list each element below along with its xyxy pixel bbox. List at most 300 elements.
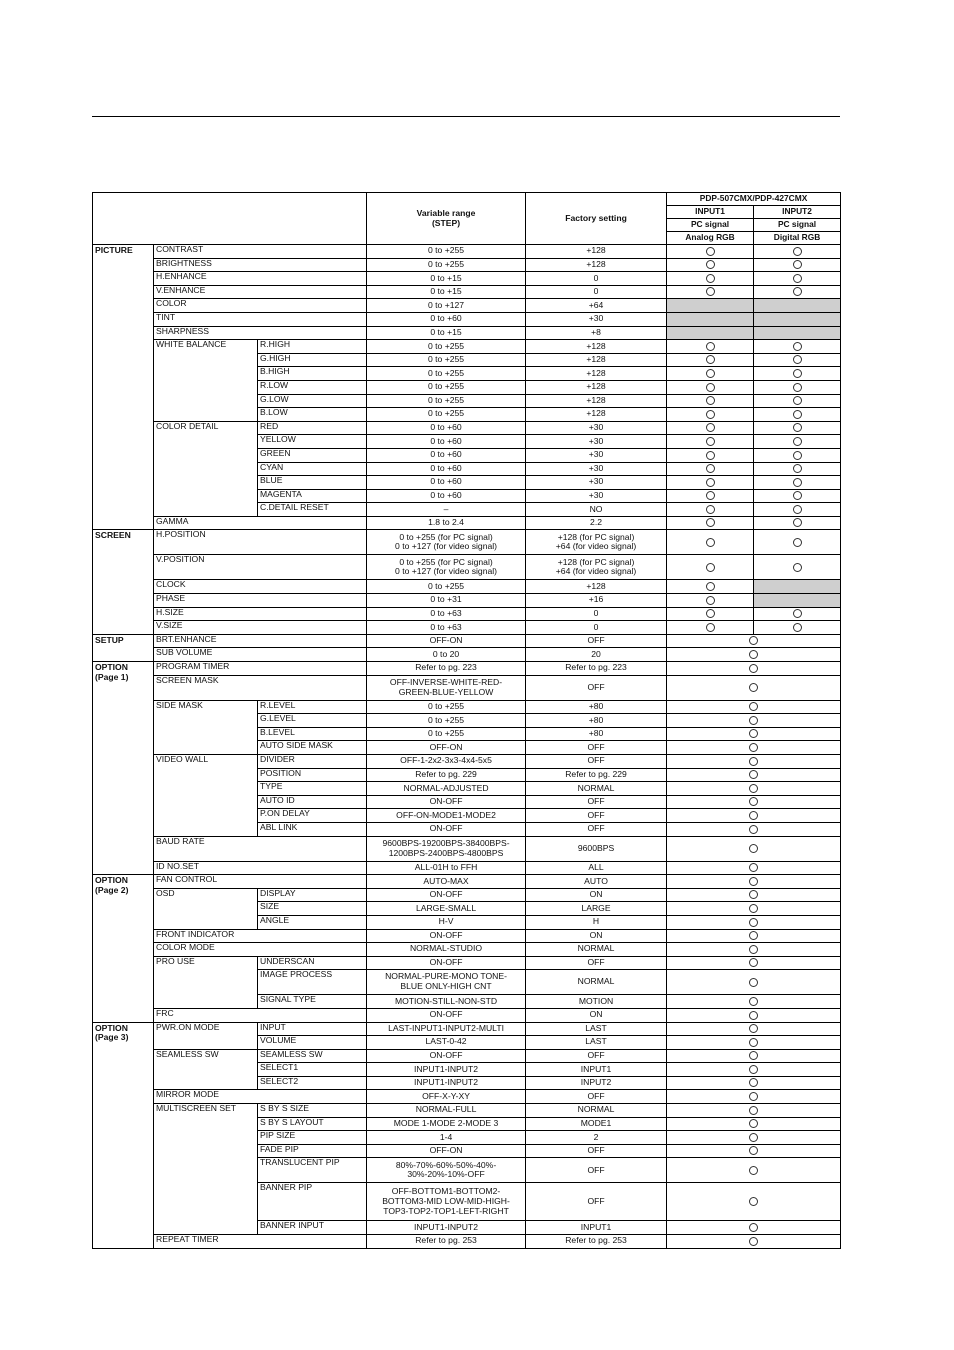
circle-mark-icon	[793, 274, 802, 283]
header-digital-rgb: Digital RGB	[754, 232, 841, 245]
circle-mark-icon	[749, 743, 758, 752]
factory-setting: OFF	[526, 755, 667, 769]
header-model: PDP-507CMX/PDP-427CMX	[667, 193, 841, 206]
input2-cell	[754, 367, 841, 381]
factory-setting: +128	[526, 380, 667, 394]
factory-setting: MOTION	[526, 995, 667, 1009]
setting-item: G.HIGH	[258, 353, 367, 367]
availability-cell	[667, 836, 841, 861]
variable-range: INPUT1-INPUT2	[367, 1063, 526, 1077]
variable-range: MOTION-STILL-NON-STD	[367, 995, 526, 1009]
setting-name: SUB VOLUME	[154, 648, 367, 662]
circle-mark-icon	[793, 437, 802, 446]
setting-name: TINT	[154, 312, 367, 326]
circle-mark-icon	[749, 1119, 758, 1128]
availability-cell	[667, 1117, 841, 1131]
table-row	[93, 340, 841, 354]
variable-range: ON-OFF	[367, 1049, 526, 1063]
circle-mark-icon	[706, 596, 715, 605]
circle-mark-icon	[749, 844, 758, 853]
availability-cell	[667, 727, 841, 741]
variable-range: NORMAL-PURE-MONO TONE- BLUE ONLY-HIGH CNT	[367, 970, 526, 995]
variable-range: OFF-ON	[367, 1144, 526, 1158]
availability-cell	[667, 809, 841, 823]
factory-setting: +30	[526, 435, 667, 449]
variable-range: H-V	[367, 915, 526, 929]
setting-name: FRC	[154, 1008, 367, 1022]
input2-cell	[754, 530, 841, 555]
circle-mark-icon	[749, 918, 758, 927]
input2-cell	[754, 272, 841, 286]
variable-range: 0 to +255	[367, 408, 526, 422]
setting-name: BRIGHTNESS	[154, 258, 367, 272]
circle-mark-icon	[793, 355, 802, 364]
input2-cell	[754, 340, 841, 354]
variable-range: 0 to +255	[367, 380, 526, 394]
setting-name: CONTRAST	[154, 245, 367, 259]
table-row	[93, 1235, 841, 1249]
input1-cell	[667, 580, 754, 594]
circle-mark-icon	[749, 784, 758, 793]
circle-mark-icon	[749, 1078, 758, 1087]
top-rule	[92, 116, 840, 117]
availability-cell	[667, 956, 841, 970]
variable-range: 0 to +255	[367, 367, 526, 381]
circle-mark-icon	[749, 664, 758, 673]
circle-mark-icon	[706, 451, 715, 460]
variable-range: Refer to pg. 253	[367, 1235, 526, 1249]
setting-item: TRANSLUCENT PIP	[258, 1158, 367, 1183]
input2-cell	[754, 594, 841, 608]
input2-cell	[754, 285, 841, 299]
table-row	[93, 1090, 841, 1104]
setting-name: WHITE BALANCE	[154, 340, 258, 422]
variable-range: 0 to +255	[367, 714, 526, 728]
input2-cell	[754, 299, 841, 313]
circle-mark-icon	[706, 260, 715, 269]
circle-mark-icon	[749, 978, 758, 987]
input2-cell	[754, 312, 841, 326]
setting-item: P.ON DELAY	[258, 809, 367, 823]
setting-item: PIP SIZE	[258, 1131, 367, 1145]
variable-range: ON-OFF	[367, 956, 526, 970]
availability-cell	[667, 915, 841, 929]
variable-range: NORMAL-FULL	[367, 1104, 526, 1118]
input2-cell	[754, 476, 841, 490]
setting-item: G.LOW	[258, 394, 367, 408]
header-input2: INPUT2	[754, 206, 841, 219]
setting-item: VOLUME	[258, 1036, 367, 1050]
availability-cell	[667, 1158, 841, 1183]
table-row	[93, 594, 841, 608]
setting-item: RED	[258, 421, 367, 435]
input2-cell	[754, 462, 841, 476]
setting-name: V.ENHANCE	[154, 285, 367, 299]
circle-mark-icon	[706, 623, 715, 632]
factory-setting: 20	[526, 648, 667, 662]
input1-cell	[667, 476, 754, 490]
circle-mark-icon	[706, 563, 715, 572]
variable-range: OFF-ON	[367, 634, 526, 648]
setting-name: ID NO.SET	[154, 861, 367, 875]
factory-setting: 0	[526, 285, 667, 299]
availability-cell	[667, 700, 841, 714]
header-input1: INPUT1	[667, 206, 754, 219]
factory-setting: +128	[526, 340, 667, 354]
circle-mark-icon	[706, 437, 715, 446]
setting-name: PWR.ON MODE	[154, 1022, 258, 1049]
input2-cell	[754, 607, 841, 621]
table-body	[93, 245, 841, 1249]
circle-mark-icon	[706, 396, 715, 405]
setting-item: UNDERSCAN	[258, 956, 367, 970]
circle-mark-icon	[706, 491, 715, 500]
variable-range: –	[367, 503, 526, 517]
variable-range: INPUT1-INPUT2	[367, 1076, 526, 1090]
factory-setting: +128	[526, 258, 667, 272]
circle-mark-icon	[706, 538, 715, 547]
factory-setting: +128	[526, 580, 667, 594]
variable-range: 0 to +255 (for PC signal) 0 to +127 (for video signal)	[367, 555, 526, 580]
circle-mark-icon	[749, 650, 758, 659]
setting-item: SEAMLESS SW	[258, 1049, 367, 1063]
input2-cell	[754, 245, 841, 259]
variable-range: 0 to +255	[367, 727, 526, 741]
circle-mark-icon	[749, 729, 758, 738]
circle-mark-icon	[706, 518, 715, 527]
factory-setting: +128	[526, 367, 667, 381]
setting-name: VIDEO WALL	[154, 755, 258, 837]
factory-setting: INPUT2	[526, 1076, 667, 1090]
variable-range: 0 to +255	[367, 353, 526, 367]
table-row	[93, 888, 841, 902]
circle-mark-icon	[706, 369, 715, 378]
table-row	[93, 312, 841, 326]
variable-range: 0 to +255	[367, 340, 526, 354]
input1-cell	[667, 448, 754, 462]
factory-setting: +64	[526, 299, 667, 313]
setting-name: SIDE MASK	[154, 700, 258, 754]
factory-setting: +80	[526, 727, 667, 741]
circle-mark-icon	[793, 609, 802, 618]
availability-cell	[667, 1183, 841, 1221]
availability-cell	[667, 995, 841, 1009]
input2-cell	[754, 353, 841, 367]
variable-range: MODE 1-MODE 2-MODE 3	[367, 1117, 526, 1131]
setting-item: R.HIGH	[258, 340, 367, 354]
table-row	[93, 530, 841, 555]
variable-range: OFF-INVERSE-WHITE-RED- GREEN-BLUE-YELLOW	[367, 675, 526, 700]
circle-mark-icon	[706, 274, 715, 283]
circle-mark-icon	[706, 609, 715, 618]
factory-setting: OFF	[526, 1049, 667, 1063]
circle-mark-icon	[793, 247, 802, 256]
table-row	[93, 580, 841, 594]
factory-setting: Refer to pg. 229	[526, 768, 667, 782]
input1-cell	[667, 621, 754, 635]
setting-name: REPEAT TIMER	[154, 1235, 367, 1249]
table-row	[93, 700, 841, 714]
group-label: OPTION (Page 3)	[93, 1022, 154, 1248]
input2-cell	[754, 516, 841, 530]
group-label: SETUP	[93, 634, 154, 661]
input1-cell	[667, 607, 754, 621]
header-factory-setting: Factory setting	[526, 193, 667, 245]
variable-range: 0 to +127	[367, 299, 526, 313]
circle-mark-icon	[793, 478, 802, 487]
input1-cell	[667, 555, 754, 580]
setting-item: DIVIDER	[258, 755, 367, 769]
factory-setting: OFF	[526, 822, 667, 836]
table-row	[93, 258, 841, 272]
factory-setting: OFF	[526, 809, 667, 823]
table-row	[93, 272, 841, 286]
input1-cell	[667, 462, 754, 476]
circle-mark-icon	[749, 1197, 758, 1206]
table-row	[93, 956, 841, 970]
availability-cell	[667, 1090, 841, 1104]
circle-mark-icon	[706, 410, 715, 419]
circle-mark-icon	[749, 716, 758, 725]
variable-range: ON-OFF	[367, 888, 526, 902]
factory-setting: OFF	[526, 795, 667, 809]
setting-item: C.DETAIL RESET	[258, 503, 367, 517]
circle-mark-icon	[793, 451, 802, 460]
factory-setting: AUTO	[526, 875, 667, 889]
circle-mark-icon	[706, 505, 715, 514]
circle-mark-icon	[749, 797, 758, 806]
table-row	[93, 836, 841, 861]
setting-name: COLOR	[154, 299, 367, 313]
factory-setting: 9600BPS	[526, 836, 667, 861]
circle-mark-icon	[749, 931, 758, 940]
input1-cell	[667, 421, 754, 435]
input2-cell	[754, 408, 841, 422]
input2-cell	[754, 258, 841, 272]
circle-mark-icon	[793, 383, 802, 392]
availability-cell	[667, 1022, 841, 1036]
variable-range: Refer to pg. 229	[367, 768, 526, 782]
setting-item: SIGNAL TYPE	[258, 995, 367, 1009]
input1-cell	[667, 594, 754, 608]
setting-name: FRONT INDICATOR	[154, 929, 367, 943]
circle-mark-icon	[793, 287, 802, 296]
factory-setting: +30	[526, 312, 667, 326]
factory-setting: ON	[526, 1008, 667, 1022]
availability-cell	[667, 675, 841, 700]
header-blank	[93, 193, 367, 245]
circle-mark-icon	[793, 563, 802, 572]
setting-name: PHASE	[154, 594, 367, 608]
input1-cell	[667, 367, 754, 381]
variable-range: ALL-01H to FFH	[367, 861, 526, 875]
setting-item: BANNER PIP	[258, 1183, 367, 1221]
factory-setting: +80	[526, 700, 667, 714]
circle-mark-icon	[706, 478, 715, 487]
variable-range: 0 to +31	[367, 594, 526, 608]
variable-range: LAST-0-42	[367, 1036, 526, 1050]
circle-mark-icon	[706, 355, 715, 364]
variable-range: 0 to +63	[367, 621, 526, 635]
setting-item: B.LEVEL	[258, 727, 367, 741]
setting-item: ANGLE	[258, 915, 367, 929]
input1-cell	[667, 435, 754, 449]
factory-setting: +128	[526, 394, 667, 408]
setting-item: ABL LINK	[258, 822, 367, 836]
input1-cell	[667, 285, 754, 299]
setting-name: COLOR MODE	[154, 943, 367, 957]
variable-range: 0 to +60	[367, 476, 526, 490]
variable-range: 0 to +60	[367, 489, 526, 503]
setting-item: S BY S SIZE	[258, 1104, 367, 1118]
input2-cell	[754, 555, 841, 580]
setting-item: POSITION	[258, 768, 367, 782]
variable-range: NORMAL-STUDIO	[367, 943, 526, 957]
circle-mark-icon	[749, 770, 758, 779]
table-row	[93, 1008, 841, 1022]
setting-name: COLOR DETAIL	[154, 421, 258, 516]
availability-cell	[667, 1049, 841, 1063]
setting-item: MAGENTA	[258, 489, 367, 503]
factory-setting: INPUT1	[526, 1063, 667, 1077]
factory-setting: +30	[526, 476, 667, 490]
table-row	[93, 285, 841, 299]
setting-item: BLUE	[258, 476, 367, 490]
setting-item: INPUT	[258, 1022, 367, 1036]
factory-setting: OFF	[526, 634, 667, 648]
setting-name: SEAMLESS SW	[154, 1049, 258, 1090]
settings-table	[92, 192, 841, 1249]
variable-range: LARGE-SMALL	[367, 902, 526, 916]
setting-item: IMAGE PROCESS	[258, 970, 367, 995]
circle-mark-icon	[793, 623, 802, 632]
setting-item: GREEN	[258, 448, 367, 462]
availability-cell	[667, 1235, 841, 1249]
input2-cell	[754, 448, 841, 462]
availability-cell	[667, 1221, 841, 1235]
table-row	[93, 607, 841, 621]
availability-cell	[667, 1063, 841, 1077]
factory-setting: OFF	[526, 1183, 667, 1221]
availability-cell	[667, 822, 841, 836]
availability-cell	[667, 782, 841, 796]
variable-range: INPUT1-INPUT2	[367, 1221, 526, 1235]
input2-cell	[754, 380, 841, 394]
group-label: OPTION (Page 2)	[93, 875, 154, 1022]
circle-mark-icon	[793, 505, 802, 514]
setting-name: H.SIZE	[154, 607, 367, 621]
availability-cell	[667, 1144, 841, 1158]
availability-cell	[667, 1104, 841, 1118]
table-row	[93, 634, 841, 648]
variable-range: 1-4	[367, 1131, 526, 1145]
input1-cell	[667, 353, 754, 367]
setting-item: YELLOW	[258, 435, 367, 449]
table-row	[93, 555, 841, 580]
factory-setting: +30	[526, 462, 667, 476]
header-pc-signal-2: PC signal	[754, 219, 841, 232]
table-row	[93, 662, 841, 676]
setting-item: TYPE	[258, 782, 367, 796]
setting-name: MULTISCREEN SET	[154, 1104, 258, 1235]
factory-setting: OFF	[526, 1144, 667, 1158]
setting-name: FAN CONTROL	[154, 875, 367, 889]
circle-mark-icon	[749, 1237, 758, 1246]
availability-cell	[667, 861, 841, 875]
setting-item: CYAN	[258, 462, 367, 476]
input1-cell	[667, 380, 754, 394]
variable-range: ON-OFF	[367, 822, 526, 836]
circle-mark-icon	[749, 1133, 758, 1142]
circle-mark-icon	[749, 863, 758, 872]
setting-item: R.LEVEL	[258, 700, 367, 714]
setting-item: R.LOW	[258, 380, 367, 394]
setting-item: SELECT1	[258, 1063, 367, 1077]
setting-name: H.POSITION	[154, 530, 367, 555]
table-header	[93, 193, 841, 245]
circle-mark-icon	[749, 1011, 758, 1020]
factory-setting: NORMAL	[526, 1104, 667, 1118]
circle-mark-icon	[793, 369, 802, 378]
group-label: OPTION (Page 1)	[93, 662, 154, 875]
circle-mark-icon	[706, 247, 715, 256]
setting-item: AUTO SIDE MASK	[258, 741, 367, 755]
input2-cell	[754, 503, 841, 517]
variable-range: 0 to +255	[367, 580, 526, 594]
variable-range: OFF-1-2x2-3x3-4x4-5x5	[367, 755, 526, 769]
factory-setting: OFF	[526, 1090, 667, 1104]
setting-item: S BY S LAYOUT	[258, 1117, 367, 1131]
setting-item: FADE PIP	[258, 1144, 367, 1158]
circle-mark-icon	[793, 491, 802, 500]
variable-range: 0 to +15	[367, 272, 526, 286]
table-row	[93, 861, 841, 875]
factory-setting: 0	[526, 607, 667, 621]
variable-range: OFF-X-Y-XY	[367, 1090, 526, 1104]
circle-mark-icon	[749, 997, 758, 1006]
circle-mark-icon	[749, 1051, 758, 1060]
circle-mark-icon	[793, 538, 802, 547]
variable-range-label: Variable range	[416, 207, 476, 218]
setting-item: SELECT2	[258, 1076, 367, 1090]
table-row	[93, 326, 841, 340]
circle-mark-icon	[749, 825, 758, 834]
input2-cell	[754, 421, 841, 435]
availability-cell	[667, 648, 841, 662]
circle-mark-icon	[793, 518, 802, 527]
table-row	[93, 648, 841, 662]
setting-name: PRO USE	[154, 956, 258, 1008]
input1-cell	[667, 258, 754, 272]
availability-cell	[667, 943, 841, 957]
variable-range: 9600BPS-19200BPS-38400BPS- 1200BPS-2400BPS-4800BPS	[367, 836, 526, 861]
circle-mark-icon	[749, 757, 758, 766]
availability-cell	[667, 970, 841, 995]
setting-item: DISPLAY	[258, 888, 367, 902]
circle-mark-icon	[749, 1092, 758, 1101]
header-variable-range	[367, 193, 526, 245]
setting-name: SHARPNESS	[154, 326, 367, 340]
factory-setting: ON	[526, 929, 667, 943]
availability-cell	[667, 741, 841, 755]
circle-mark-icon	[749, 877, 758, 886]
factory-setting: +128	[526, 245, 667, 259]
variable-range: 0 to +255	[367, 700, 526, 714]
input2-cell	[754, 489, 841, 503]
setting-name: PROGRAM TIMER	[154, 662, 367, 676]
factory-setting: H	[526, 915, 667, 929]
circle-mark-icon	[749, 1223, 758, 1232]
